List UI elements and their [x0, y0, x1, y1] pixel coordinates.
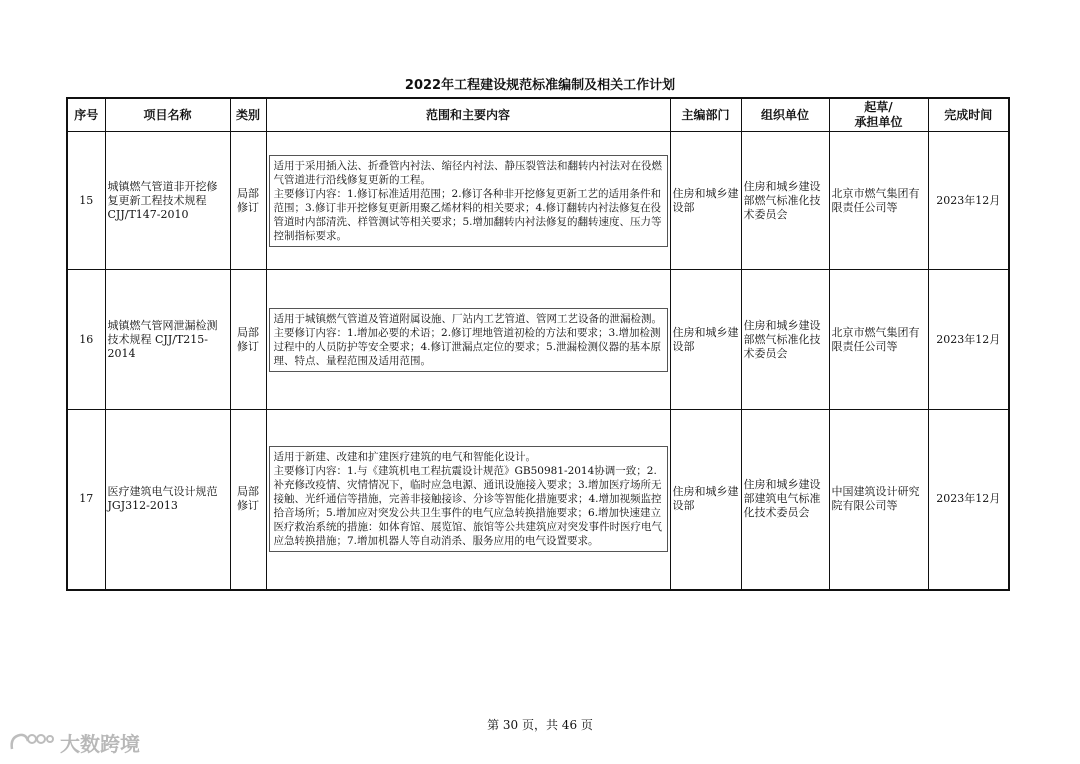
- row-drafter: 北京市燃气集团有限责任公司等: [829, 270, 928, 410]
- row-deadline: 2023年12月: [928, 270, 1009, 410]
- row-seq: 16: [67, 270, 105, 410]
- row-scope: [266, 132, 670, 270]
- row-drafter: 中国建筑设计研究院有限公司等: [829, 410, 928, 590]
- header-drafter: 起草/ 承担单位: [829, 98, 928, 132]
- scope-revisions: 主要修订内容：1.与《建筑机电工程抗震设计规范》GB50981-2014协调一致；2.补充修改疫情、灾情情况下，临时应急电源、通讯设施接入要求；3.增加医疗场所无接触、光纤通信等措施，完善非接触接诊、分诊等智能化措施要求；4.增加视频监控拾音场所；5.增加应对突发公共卫生事件的电气应急转换措施要求；6.增加快速建立医疗救治系统的措施：如体育馆、展览馆、旅馆等公共建筑应对突发事件时医疗电气应急转换措施；7.增加机器人等自动消杀、服务应用的电气设置要求。: [273, 465, 662, 548]
- scope-applicability: 适用于采用插入法、折叠管内衬法、缩径内衬法、静压裂管法和翻转内衬法对在役燃气管道进行沿线修复更新的工程。: [273, 159, 662, 186]
- scope-revisions: 主要修订内容：1.增加必要的术语；2.修订埋地管道初检的方法和要求；3.增加检测过程中的人员防护等安全要求；4.修订泄漏点定位的要求；5.泄漏检测仪器的基本原理、特点、量程范围及适用范围。: [273, 326, 662, 367]
- header-name: 项目名称: [105, 98, 230, 132]
- table-header-row: [67, 98, 1009, 132]
- row-editor: 住房和城乡建设部: [670, 132, 741, 270]
- header-seq: 序号: [67, 98, 105, 132]
- row-organizer: 住房和城乡建设部燃气标准化技术委员会: [741, 132, 829, 270]
- row-deadline: 2023年12月: [928, 132, 1009, 270]
- row-project-name: 医疗建筑电气设计规范JGJ312-2013: [105, 410, 230, 590]
- row-project-name: 城镇燃气管道非开挖修复更新工程技术规程 CJJ/T147-2010: [105, 132, 230, 270]
- row-editor: 住房和城乡建设部: [670, 410, 741, 590]
- scope-applicability: 适用于城镇燃气管道及管道附属设施、厂站内工艺管道、管网工艺设备的泄漏检测。: [273, 312, 662, 325]
- work-plan-table: [66, 97, 1010, 591]
- row-organizer: 住房和城乡建设部燃气标准化技术委员会: [741, 270, 829, 410]
- scope-revisions: 主要修订内容：1.修订标准适用范围；2.修订各种非开挖修复更新工艺的适用条件和范围；3.修订非开挖修复更新用聚乙烯材料的相关要求；4.修订翻转内衬法修复在役管道时内部清洗、样管测试等相关要求；5.增加翻转内衬法修复的翻转速度、压力等控制指标要求。: [273, 187, 662, 242]
- row-seq: 17: [67, 410, 105, 590]
- watermark-text: 大数跨境: [60, 731, 140, 756]
- header-editor: 主编部门: [670, 98, 741, 132]
- watermark-logo-icon: [8, 729, 54, 755]
- row-deadline: 2023年12月: [928, 410, 1009, 590]
- page-footer: 第 30 页，共 46 页: [487, 718, 593, 732]
- scope-applicability: 适用于新建、改建和扩建医疗建筑的电气和智能化设计。: [273, 451, 536, 464]
- row-category: 局部修订: [230, 410, 266, 590]
- row-organizer: 住房和城乡建设部建筑电气标准化技术委员会: [741, 410, 829, 590]
- row-editor: 住房和城乡建设部: [670, 270, 741, 410]
- table-row: [67, 270, 1009, 410]
- row-drafter: 北京市燃气集团有限责任公司等: [829, 132, 928, 270]
- row-category: 局部修订: [230, 132, 266, 270]
- header-category: 类别: [230, 98, 266, 132]
- header-organizer: 组织单位: [741, 98, 829, 132]
- header-deadline: 完成时间: [928, 98, 1009, 132]
- header-scope: 范围和主要内容: [266, 98, 670, 132]
- table-row: [67, 132, 1009, 270]
- row-seq: 15: [67, 132, 105, 270]
- row-category: 局部修订: [230, 270, 266, 410]
- row-scope: [266, 270, 670, 410]
- document-title: 2022年工程建设规范标准编制及相关工作计划: [404, 78, 676, 93]
- table-row: [67, 410, 1009, 590]
- row-project-name: 城镇燃气管网泄漏检测技术规程 CJJ/T215-2014: [105, 270, 230, 410]
- row-scope: [266, 410, 670, 590]
- watermark: [8, 728, 140, 756]
